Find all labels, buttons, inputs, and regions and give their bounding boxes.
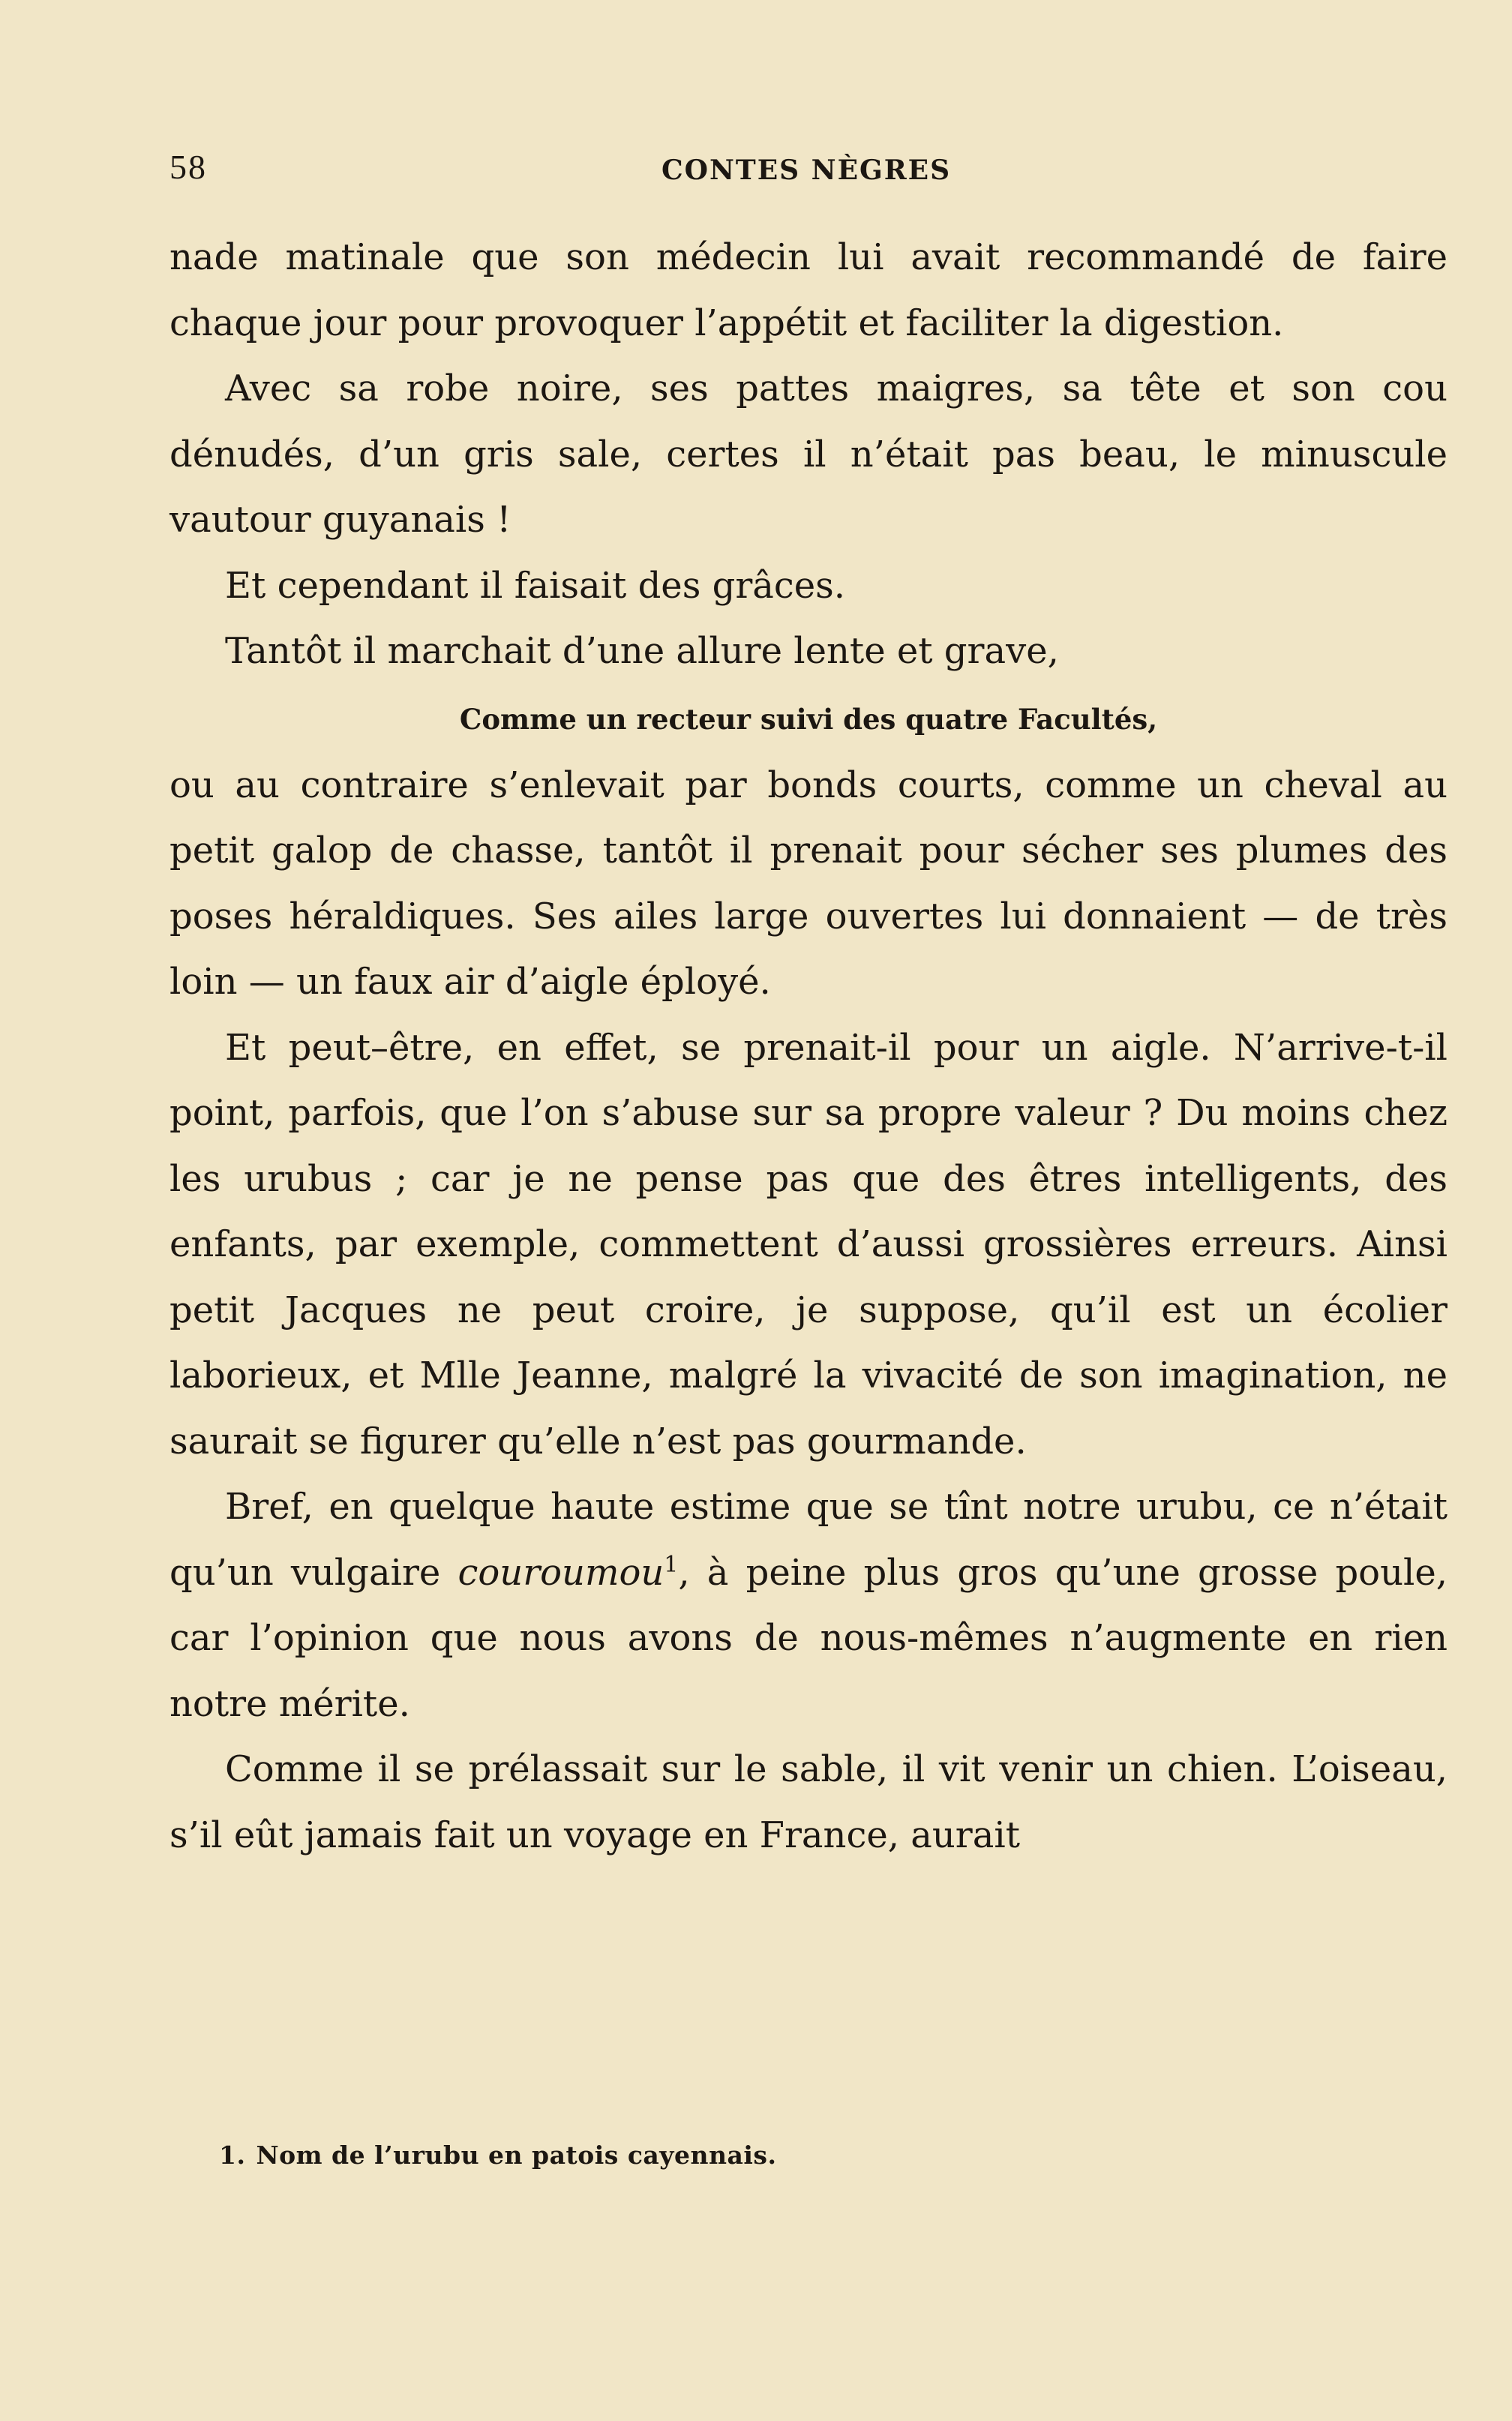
- footnote-text: Nom de l’urubu en patois cayennais.: [256, 2140, 777, 2170]
- page-header: [170, 147, 1444, 192]
- paragraph: Comme il se prélassait sur le sable, il vit venir un chien. L’oiseau, s’il eût jamais fait un voyage en France, aurait: [170, 1748, 1448, 1856]
- footnote-number: 1.: [219, 2140, 246, 2170]
- paragraph: Et peut–être, en effet, se prenait-il pour un aigle. N’arrive-t-il point, parfois, que l’on s’abuse sur sa propre valeur ? Du moins chez les urubus ; car je ne pense pas que des êtres intelligents, des enfants, par exemple, commettent d’aussi grossières erreurs. Ainsi petit Jacques ne peut croire, je suppose, qu’il est un écolier laborieux, et Mlle Jeanne, malgré la vivacité de son imagination, ne saurait se figurer qu’elle n’est pas gourmande.: [170, 1026, 1448, 1462]
- paragraph: Avec sa robe noire, ses pattes maigres, sa tête et son cou dénudés, d’un gris sale, certes il n’était pas beau, le minuscule vautour guyanais !: [170, 368, 1448, 541]
- body-text: [170, 225, 1448, 1868]
- footnote: [219, 2140, 776, 2170]
- page-number: 58: [170, 148, 207, 186]
- paragraph: nade matinale que son médecin lui avait recommandé de faire chaque jour pour provoquer l’appétit et faciliter la digestion.: [170, 236, 1448, 344]
- paragraph: [170, 1474, 1448, 1737]
- paragraph: Tantôt il marchait d’une allure lente et grave,: [225, 630, 1059, 672]
- footnote-reference: 1: [664, 1551, 679, 1578]
- verse-quotation: Comme un recteur suivi des quatre Facultés,: [459, 702, 1158, 736]
- text-run: Bref, en quelque haute estime que se tînt notre urubu, ce n’était qu’un vulgaire: [170, 1486, 1448, 1594]
- paragraph: Et cependant il faisait des grâces.: [225, 564, 846, 607]
- text-run: , à peine plus gros qu’une grosse poule, car l’opinion que nous avons de nous-mêmes n’augmente en rien notre mérite.: [170, 1551, 1448, 1725]
- italic-term: couroumou: [458, 1551, 664, 1594]
- paragraph: ou au contraire s’enlevait par bonds courts, comme un cheval au petit galop de chasse, tantôt il prenait pour sécher ses plumes des poses héraldiques. Ses ailes large ouvertes lui donnaient — de très loin — un faux air d’aigle éployé.: [170, 764, 1448, 1003]
- running-head: CONTES NÈGRES: [662, 154, 952, 186]
